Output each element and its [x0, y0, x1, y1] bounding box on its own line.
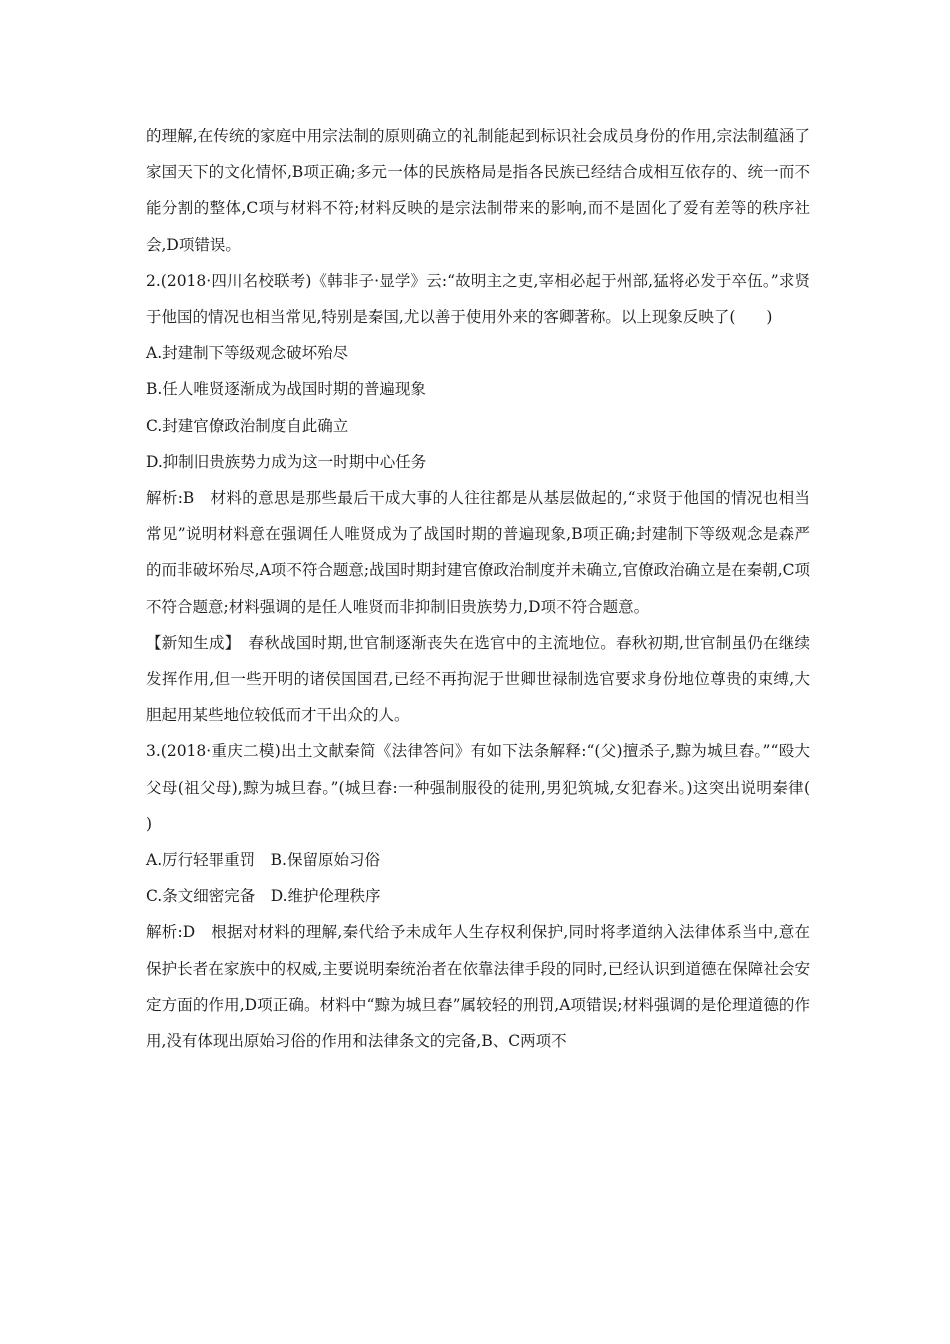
question-2-option-d: D.抑制旧贵族势力成为这一时期中心任务 — [146, 452, 427, 471]
answer-continuation-paragraph: 的理解,在传统的家庭中用宗法制的原则确立的礼制能起到标识社会成员身份的作用,宗法制蕴涵了家国天下的文化情怀,B项正确;多元一体的民族格局是指各民族已经结合成相互依存的、统一而不能分割的整体,C项与材料不符;材料反映的是宗法制带来的影响,而不是固化了爱有差等的秩序社会,D项错误。 — [146, 127, 810, 254]
question-3-analysis: 解析:D 根据对材料的理解,秦代给予未成年人生存权利保护,同时将孝道纳入法律体系当中,意在保护长者在家族中的权威,主要说明秦统治者在依靠法律手段的同时,已经认识到道德在保障社会安定方面的作用,D项正确。材料中“黥为城旦舂”属较轻的刑罚,A项错误;材料强调的是伦理道德的作用,没有体现出原始习俗的作用和法律条文的完备,B、C两项不 — [146, 923, 810, 1051]
document-body — [146, 118, 842, 1059]
question-3-options-cd: C.条文细密完备 D.维护伦理秩序 — [146, 887, 381, 906]
question-2-option-a: A.封建制下等级观念破坏殆尽 — [146, 344, 349, 363]
question-3-stem: 3.(2018·重庆二模)出土文献秦简《法律答问》有如下法条解释:“(父)擅杀子,黥为城旦舂。”“殴大父母(祖父母),黥为城旦舂。”(城旦舂:一种强制服役的徒刑,男犯筑城,女犯舂米。)这突出说明秦律( ) — [146, 742, 842, 833]
question-3-options-ab: A.厉行轻罪重罚 B.保留原始习俗 — [146, 851, 380, 870]
question-2-option-c: C.封建官僚政治制度自此确立 — [146, 416, 349, 435]
knowledge-note: 【新知生成】 春秋战国时期,世官制逐渐丧失在选官中的主流地位。春秋初期,世官制虽仍在继续发挥作用,但一些开明的诸侯国国君,已经不再拘泥于世卿世禄制选官要求身份地位尊贵的束缚,大胆起用某些地位较低而才干出众的人。 — [146, 633, 810, 725]
question-2-option-b: B.任人唯贤逐渐成为战国时期的普遍现象 — [146, 380, 426, 399]
question-2-stem: 2.(2018·四川名校联考)《韩非子·显学》云:“故明主之吏,宰相必起于州部,猛将必发于卒伍。”求贤于他国的情况也相当常见,特别是秦国,尤以善于使用外来的客卿著称。以上现象反映了( ) — [146, 271, 810, 327]
question-2-analysis: 解析:B 材料的意思是那些最后干成大事的人往往都是从基层做起的,“求贤于他国的情况也相当常见”说明材料意在强调任人唯贤成为了战国时期的普遍现象,B项正确;封建制下等级观念是森严的而非破坏殆尽,A项不符合题意;战国时期封建官僚政治制度并未确立,官僚政治确立是在秦朝,C项不符合题意;材料强调的是任人唯贤而非抑制旧贵族势力,D项不符合题意。 — [146, 489, 810, 616]
